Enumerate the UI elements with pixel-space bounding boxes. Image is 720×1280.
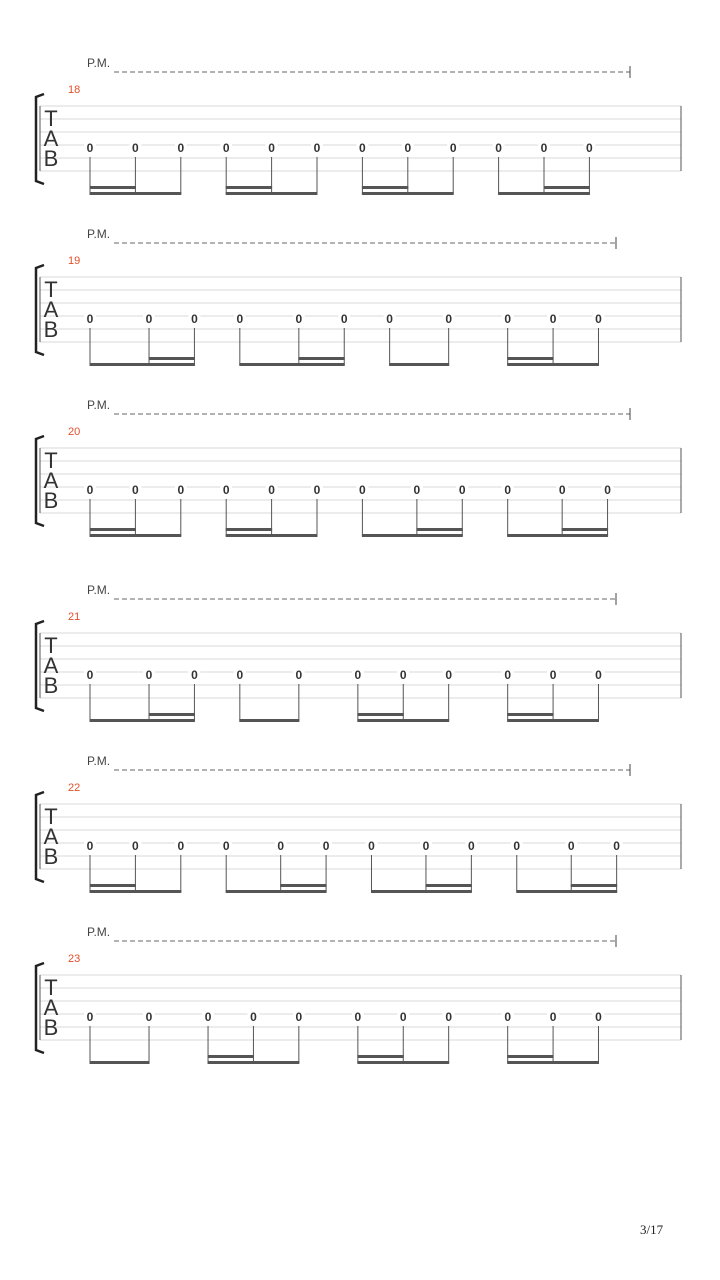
fret-number: 0 — [359, 141, 366, 155]
fret-number: 0 — [504, 1010, 512, 1024]
fret-number: 0 — [132, 839, 139, 853]
beam-sixteenth — [90, 884, 136, 887]
tab-clef-letter: T — [44, 448, 58, 473]
beam-sixteenth — [507, 1055, 553, 1058]
fret-number: 0 — [354, 1010, 362, 1024]
beam-eighth — [507, 719, 599, 722]
fret-number: 0 — [313, 141, 321, 155]
fret-number: 0 — [422, 839, 430, 853]
tab-clef-letter: A — [43, 653, 59, 678]
beam-sixteenth — [208, 1055, 254, 1058]
tab-clef-letter: A — [43, 126, 59, 151]
beam-eighth — [226, 890, 327, 893]
fret-number: 0 — [413, 483, 421, 497]
beam-sixteenth — [357, 713, 403, 716]
page-number: 3/17 — [640, 1222, 664, 1237]
tab-clef-letter: T — [44, 277, 58, 302]
measure-number: 19 — [68, 255, 81, 267]
fret-number: 0 — [222, 141, 230, 155]
fret-number: 0 — [86, 312, 94, 326]
palm-mute-label: P.M. — [87, 754, 111, 768]
fret-number: 0 — [145, 312, 153, 326]
fret-number: 0 — [504, 312, 512, 326]
fret-number: 0 — [204, 1010, 212, 1024]
fret-number: 0 — [399, 1010, 407, 1024]
fret-number: 0 — [86, 483, 94, 497]
fret-number: 0 — [549, 312, 557, 326]
tab-clef-letter: B — [43, 673, 59, 698]
fret-number: 0 — [222, 839, 230, 853]
beam-eighth — [357, 1061, 449, 1064]
tab-clef-letter: T — [44, 106, 58, 131]
fret-number: 0 — [222, 483, 230, 497]
beam-sixteenth — [226, 186, 272, 189]
beam-sixteenth — [416, 528, 462, 531]
beam-eighth — [389, 363, 449, 366]
fret-number: 0 — [313, 483, 321, 497]
fret-number: 0 — [386, 312, 393, 326]
beam-eighth — [507, 1061, 599, 1064]
fret-number: 0 — [504, 483, 512, 497]
fret-number: 0 — [177, 141, 185, 155]
fret-number: 0 — [295, 1010, 303, 1024]
fret-number: 0 — [268, 141, 275, 155]
fret-number: 0 — [191, 312, 198, 326]
palm-mute-label: P.M. — [87, 925, 111, 939]
fret-number: 0 — [404, 141, 412, 155]
beam-sixteenth — [562, 528, 608, 531]
fret-number: 0 — [191, 668, 198, 682]
tab-clef-letter: T — [44, 633, 58, 658]
beam-eighth — [498, 192, 590, 195]
beam-sixteenth — [90, 528, 136, 531]
fret-number: 0 — [86, 1010, 94, 1024]
measure-number: 21 — [68, 611, 81, 623]
measure-number: 23 — [68, 953, 81, 965]
fret-number: 0 — [86, 141, 94, 155]
fret-number: 0 — [132, 141, 139, 155]
fret-number: 0 — [513, 839, 521, 853]
beam-eighth — [362, 192, 454, 195]
measure-number: 22 — [68, 782, 81, 794]
fret-number: 0 — [236, 312, 244, 326]
palm-mute-label: P.M. — [87, 398, 111, 412]
fret-number: 0 — [445, 1010, 453, 1024]
fret-number: 0 — [277, 839, 285, 853]
tab-system — [36, 56, 681, 195]
tab-clef-letter: A — [43, 468, 59, 493]
fret-number: 0 — [449, 141, 457, 155]
beam-sixteenth — [226, 528, 272, 531]
fret-number: 0 — [495, 141, 502, 155]
tab-clef-letter: B — [43, 146, 59, 171]
fret-number: 0 — [340, 312, 348, 326]
beam-eighth — [371, 890, 472, 893]
tab-clef-letter: B — [43, 488, 59, 513]
tab-system — [36, 925, 681, 1064]
beam-sixteenth — [544, 186, 590, 189]
beam-eighth — [507, 534, 608, 537]
fret-number: 0 — [295, 668, 303, 682]
fret-number: 0 — [354, 668, 362, 682]
beam-eighth — [90, 363, 195, 366]
beam-sixteenth — [357, 1055, 403, 1058]
tab-clef-letter: B — [43, 844, 59, 869]
beam-sixteenth — [507, 357, 553, 360]
fret-number: 0 — [145, 1010, 153, 1024]
fret-number: 0 — [177, 483, 185, 497]
tab-system — [36, 398, 681, 537]
beam-sixteenth — [149, 357, 195, 360]
beam-eighth — [357, 719, 449, 722]
tab-clef-letter: T — [44, 975, 58, 1000]
fret-number: 0 — [445, 312, 453, 326]
beam-eighth — [239, 719, 299, 722]
beam-eighth — [208, 1061, 300, 1064]
beam-sixteenth — [362, 186, 408, 189]
fret-number: 0 — [445, 668, 453, 682]
fret-number: 0 — [322, 839, 330, 853]
beam-eighth — [516, 890, 617, 893]
beam-eighth — [362, 534, 463, 537]
beam-sixteenth — [571, 884, 617, 887]
beam-sixteenth — [507, 713, 553, 716]
tab-clef-letter: T — [44, 804, 58, 829]
fret-number: 0 — [595, 312, 602, 326]
fret-number: 0 — [268, 483, 275, 497]
beam-sixteenth — [90, 186, 136, 189]
fret-number: 0 — [359, 483, 366, 497]
fret-number: 0 — [504, 668, 512, 682]
beam-sixteenth — [280, 884, 326, 887]
fret-number: 0 — [604, 483, 611, 497]
fret-number: 0 — [549, 668, 557, 682]
beam-eighth — [90, 890, 182, 893]
fret-number: 0 — [586, 141, 593, 155]
fret-number: 0 — [540, 141, 548, 155]
beam-sixteenth — [298, 357, 344, 360]
tab-clef-letter: B — [43, 317, 59, 342]
fret-number: 0 — [567, 839, 575, 853]
tab-clef-letter: B — [43, 1015, 59, 1040]
fret-number: 0 — [595, 1010, 602, 1024]
beam-eighth — [507, 363, 599, 366]
fret-number: 0 — [145, 668, 153, 682]
tab-clef-letter: A — [43, 995, 59, 1020]
palm-mute-label: P.M. — [87, 56, 111, 70]
fret-number: 0 — [549, 1010, 557, 1024]
fret-number: 0 — [86, 839, 94, 853]
fret-number: 0 — [86, 668, 94, 682]
beam-eighth — [226, 192, 318, 195]
beam-sixteenth — [149, 713, 195, 716]
fret-number: 0 — [177, 839, 185, 853]
fret-number: 0 — [399, 668, 407, 682]
beam-eighth — [90, 1061, 150, 1064]
tab-clef-letter: A — [43, 824, 59, 849]
fret-number: 0 — [368, 839, 375, 853]
beam-eighth — [90, 192, 182, 195]
palm-mute-label: P.M. — [87, 227, 111, 241]
beam-eighth — [239, 363, 344, 366]
palm-mute-label: P.M. — [87, 583, 111, 597]
tab-system — [36, 583, 681, 722]
tab-system — [36, 754, 681, 893]
fret-number: 0 — [468, 839, 475, 853]
beam-eighth — [90, 719, 195, 722]
fret-number: 0 — [558, 483, 566, 497]
beam-sixteenth — [425, 884, 471, 887]
tab-system — [36, 227, 681, 366]
tab-clef-letter: A — [43, 297, 59, 322]
fret-number: 0 — [613, 839, 620, 853]
fret-number: 0 — [236, 668, 244, 682]
fret-number: 0 — [132, 483, 139, 497]
fret-number: 0 — [250, 1010, 257, 1024]
fret-number: 0 — [595, 668, 602, 682]
fret-number: 0 — [458, 483, 466, 497]
beam-eighth — [90, 534, 182, 537]
fret-number: 0 — [295, 312, 303, 326]
measure-number: 20 — [68, 426, 81, 438]
measure-number: 18 — [68, 84, 81, 96]
beam-eighth — [226, 534, 318, 537]
